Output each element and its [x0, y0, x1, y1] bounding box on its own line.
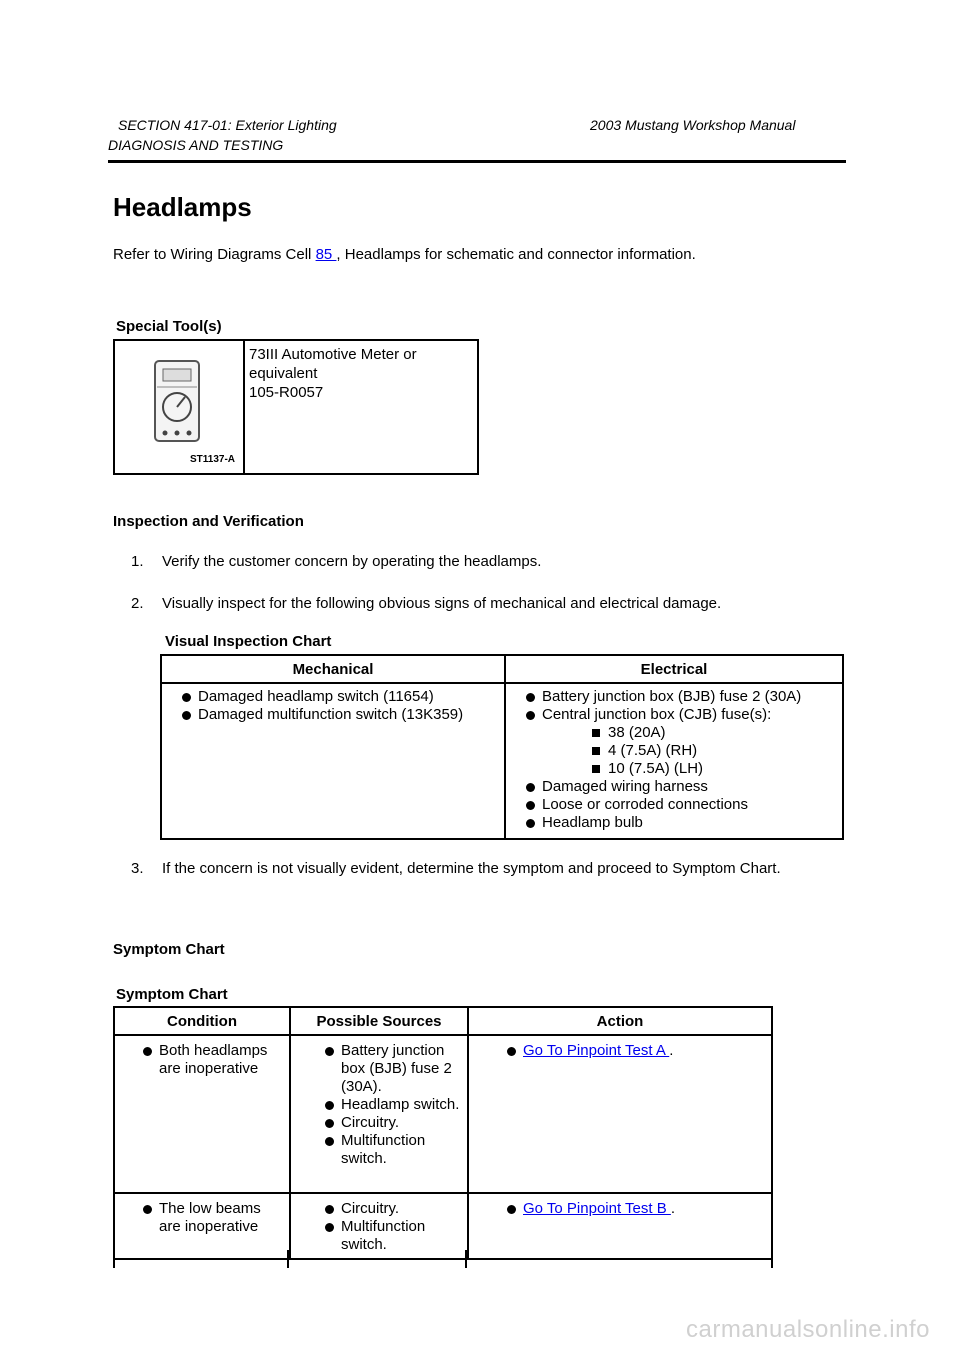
tool-name-line1: 73III Automotive Meter or: [249, 346, 417, 363]
col-condition: Condition: [114, 1007, 290, 1035]
list-item: [503, 1200, 771, 1218]
cjb-label: Central junction box (CJB) fuse(s):: [542, 706, 772, 723]
tool-image-cell: [114, 340, 244, 474]
intro-paragraph: [113, 246, 696, 263]
mechanical-cell: [161, 683, 505, 839]
multimeter-illustration: [115, 341, 243, 469]
action-period: .: [670, 1200, 676, 1217]
table-continuation-line: [771, 1250, 773, 1268]
list-item: Multifunction switch.: [321, 1218, 467, 1254]
step-2-number: 2.: [131, 595, 144, 612]
condition-cell: [114, 1035, 290, 1193]
special-tools-caption: Special Tool(s): [116, 318, 222, 335]
table-continuation-line: [465, 1250, 467, 1268]
list-item: The low beams are inoperative: [139, 1200, 281, 1236]
section-label: SECTION 417-01: Exterior Lighting: [118, 117, 337, 133]
electrical-cell: [505, 683, 843, 839]
wiring-cell-link[interactable]: 85: [315, 246, 337, 263]
visual-inspection-table: [160, 654, 844, 840]
col-mechanical: Mechanical: [161, 655, 505, 683]
manual-title: 2003 Mustang Workshop Manual: [590, 117, 796, 133]
list-item: [503, 1042, 771, 1060]
step-2-text: Visually inspect for the following obvious signs of mechanical and electrical damage.: [162, 595, 722, 612]
step-1-number: 1.: [131, 553, 144, 570]
list-item: Multifunction switch.: [321, 1132, 467, 1168]
condition-cell: [114, 1193, 290, 1259]
list-item: Both headlamps are inoperative: [139, 1042, 281, 1078]
watermark: carmanualsonline.info: [686, 1316, 930, 1343]
list-item: Circuitry.: [321, 1114, 467, 1132]
step-1-text: Verify the customer concern by operating the headlamps.: [162, 553, 542, 570]
visual-chart-caption: Visual Inspection Chart: [165, 633, 332, 650]
step-3-text: If the concern is not visually evident, determine the symptom and proceed to Symptom Chart.: [162, 860, 781, 877]
table-row: [114, 1193, 772, 1259]
pinpoint-test-a-link[interactable]: Go To Pinpoint Test A: [523, 1042, 670, 1059]
action-period: .: [669, 1042, 674, 1059]
intro-text-before: Refer to Wiring Diagrams Cell: [113, 246, 316, 263]
list-item: Damaged multifunction switch (13K359): [178, 706, 504, 724]
col-electrical: Electrical: [505, 655, 843, 683]
table-continuation-line: [287, 1250, 289, 1268]
tool-number: 105-R0057: [249, 384, 324, 401]
action-cell: [468, 1193, 772, 1259]
fuse-item: 4 (7.5A) (RH): [586, 742, 842, 760]
step-3-number: 3.: [131, 860, 144, 877]
tool-description-cell: [244, 340, 478, 474]
list-item: Headlamp switch.: [321, 1096, 467, 1114]
page-title: Headlamps: [113, 192, 252, 222]
table-continuation-line: [113, 1250, 115, 1268]
header-rule: [108, 160, 846, 163]
table-row: [114, 1035, 772, 1193]
list-item: Damaged headlamp switch (11654): [178, 688, 504, 706]
intro-text-after: , Headlamps for schematic and connector information.: [336, 246, 696, 263]
col-possible-sources: Possible Sources: [290, 1007, 468, 1035]
symptom-heading: Symptom Chart: [113, 941, 225, 958]
symptom-table: [113, 1006, 773, 1260]
list-item: Headlamp bulb: [522, 814, 842, 832]
list-item: Loose or corroded connections: [522, 796, 842, 814]
inspection-heading: Inspection and Verification: [113, 513, 304, 530]
special-tools-table: [113, 339, 479, 475]
fuse-item: 38 (20A): [586, 724, 842, 742]
action-cell: [468, 1035, 772, 1193]
list-item: Damaged wiring harness: [522, 778, 842, 796]
tool-image-label: ST1137-A: [189, 454, 235, 465]
subsection-label: DIAGNOSIS AND TESTING: [108, 137, 284, 153]
col-action: Action: [468, 1007, 772, 1035]
pinpoint-test-b-link[interactable]: Go To Pinpoint Test B: [523, 1200, 671, 1217]
sources-cell: [290, 1193, 468, 1259]
sources-cell: [290, 1035, 468, 1193]
list-item: Circuitry.: [321, 1200, 467, 1218]
fuse-item: 10 (7.5A) (LH): [586, 760, 842, 778]
tool-name-line2: equivalent: [249, 365, 318, 382]
symptom-chart-caption: Symptom Chart: [116, 986, 228, 1003]
list-item: Battery junction box (BJB) fuse 2 (30A).: [321, 1042, 467, 1096]
list-item: [522, 706, 842, 778]
list-item: Battery junction box (BJB) fuse 2 (30A): [522, 688, 842, 706]
